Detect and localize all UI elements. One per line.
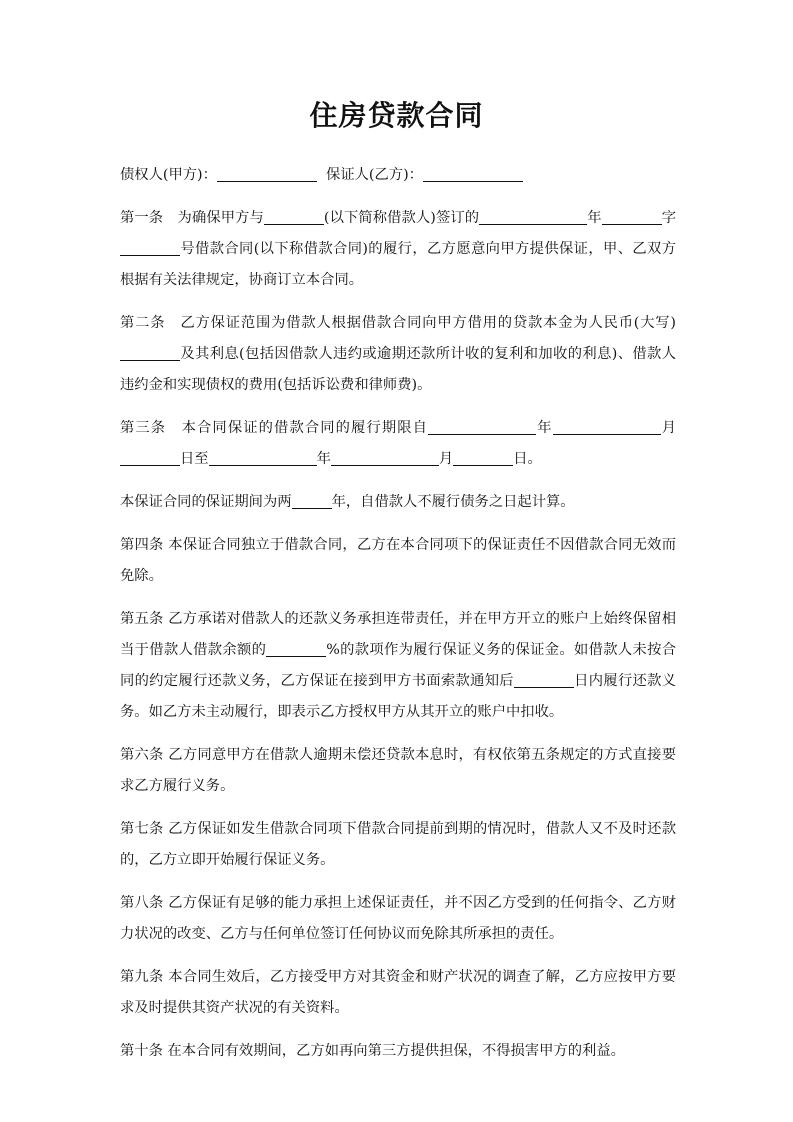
repayment-days-blank — [514, 671, 574, 688]
article-5-text-c: 日内履行还款义务。如乙方未主动履行，即表示乙方授权甲方从其开立的账户中扣收。 — [120, 673, 677, 720]
document-title: 住房贷款合同 — [309, 99, 484, 132]
article-3-text-d: 日至 — [180, 451, 209, 467]
article-1-text-d: 字 — [661, 210, 677, 226]
article-9: 第九条 本合同生效后，乙方接受甲方对其资金和财产状况的调查了解，乙方应按甲方要求及时提供其资产状况的有关资料。 — [120, 969, 676, 1016]
article-3-text-b: 年 — [536, 420, 553, 436]
article-2 — [120, 308, 676, 401]
article-5 — [120, 604, 676, 728]
article-1-text-e: 号借款合同(以下称借款合同)的履行，乙方愿意向甲方提供保证，甲、乙双方根据有关法律规定，协商订立本合同。 — [120, 241, 676, 288]
article-10: 第十条 在本合同有效期间，乙方如再向第三方提供担保，不得损害甲方的利益。 — [120, 1043, 625, 1059]
article-3-text-f: 月 — [438, 451, 454, 467]
guarantor-label: 保证人(乙方)： — [326, 167, 423, 183]
start-month-blank — [553, 418, 661, 435]
start-day-blank — [120, 449, 180, 466]
article-3 — [120, 413, 676, 475]
deposit-percent-blank — [266, 640, 326, 657]
contract-prefix-blank — [602, 208, 662, 225]
article-8: 第八条 乙方保证有足够的能力承担上述保证责任，并不因乙方受到的任何指令、乙方财力状况的改变、乙方与任何单位签订任何协议而免除其所承担的责任。 — [120, 895, 676, 942]
contract-number-blank — [120, 239, 180, 256]
principal-amount-blank — [120, 344, 180, 361]
creditor-blank — [217, 165, 317, 182]
document-body — [120, 160, 676, 1079]
article-6: 第六条 乙方同意甲方在借款人逾期未偿还贷款本息时，有权依第五条规定的方式直接要求乙方履行义务。 — [120, 747, 676, 794]
guarantor-blank — [423, 165, 523, 182]
start-year-blank — [428, 418, 536, 435]
article-4: 第四条 本保证合同独立于借款合同，乙方在本合同项下的保证责任不因借款合同无效而免除。 — [120, 537, 676, 584]
article-2-text-b: 及其利息(包括因借款人违约或逾期还款所计收的复利和加收的利息)、借款人违约金和实现债权的费用(包括诉讼费和律师费)。 — [120, 346, 676, 393]
parties-line — [120, 160, 676, 191]
period-years-blank — [292, 492, 332, 509]
article-1-text-b: (以下简称借款人)签订的 — [323, 210, 480, 226]
article-7: 第七条 乙方保证如发生借款合同项下借款合同提前到期的情况时，借款人又不及时还款的，乙方立即开始履行保证义务。 — [120, 821, 676, 868]
creditor-label: 债权人(甲方)： — [120, 167, 217, 183]
end-month-blank — [331, 449, 439, 466]
period-text-b: 年，自借款人不履行债务之日起计算。 — [331, 494, 575, 510]
end-year-blank — [209, 449, 317, 466]
article-1-text-c: 年 — [587, 210, 602, 226]
article-3-text-e: 年 — [316, 451, 331, 467]
article-2-text-a: 第二条 乙方保证范围为借款人根据借款合同向甲方借用的贷款本金为人民币(大写) — [120, 315, 676, 331]
article-3-text-a: 第三条 本合同保证的借款合同的履行期限自 — [120, 420, 429, 436]
article-3-text-c: 月 — [660, 420, 677, 436]
article-3-text-g: 日。 — [513, 451, 542, 467]
period-text-a: 本保证合同的保证期间为两 — [120, 494, 292, 510]
contract-year-blank — [479, 208, 587, 225]
borrower-blank — [264, 208, 324, 225]
guarantee-period — [120, 487, 676, 518]
article-5-text-b: %的款项作为履行保证义务的保证金。如借款人未按合同的约定履行还款义务，乙方保证在接到甲方书面索款通知后 — [120, 642, 676, 689]
end-day-blank — [453, 449, 513, 466]
article-5-text-a: 第五条 乙方承诺对借款人的还款义务承担连带责任，并在甲方开立的账户上始终保留相当于借款人借款余额的 — [120, 611, 676, 658]
article-1-text-a: 第一条 为确保甲方与 — [120, 210, 264, 226]
article-1 — [120, 203, 676, 296]
